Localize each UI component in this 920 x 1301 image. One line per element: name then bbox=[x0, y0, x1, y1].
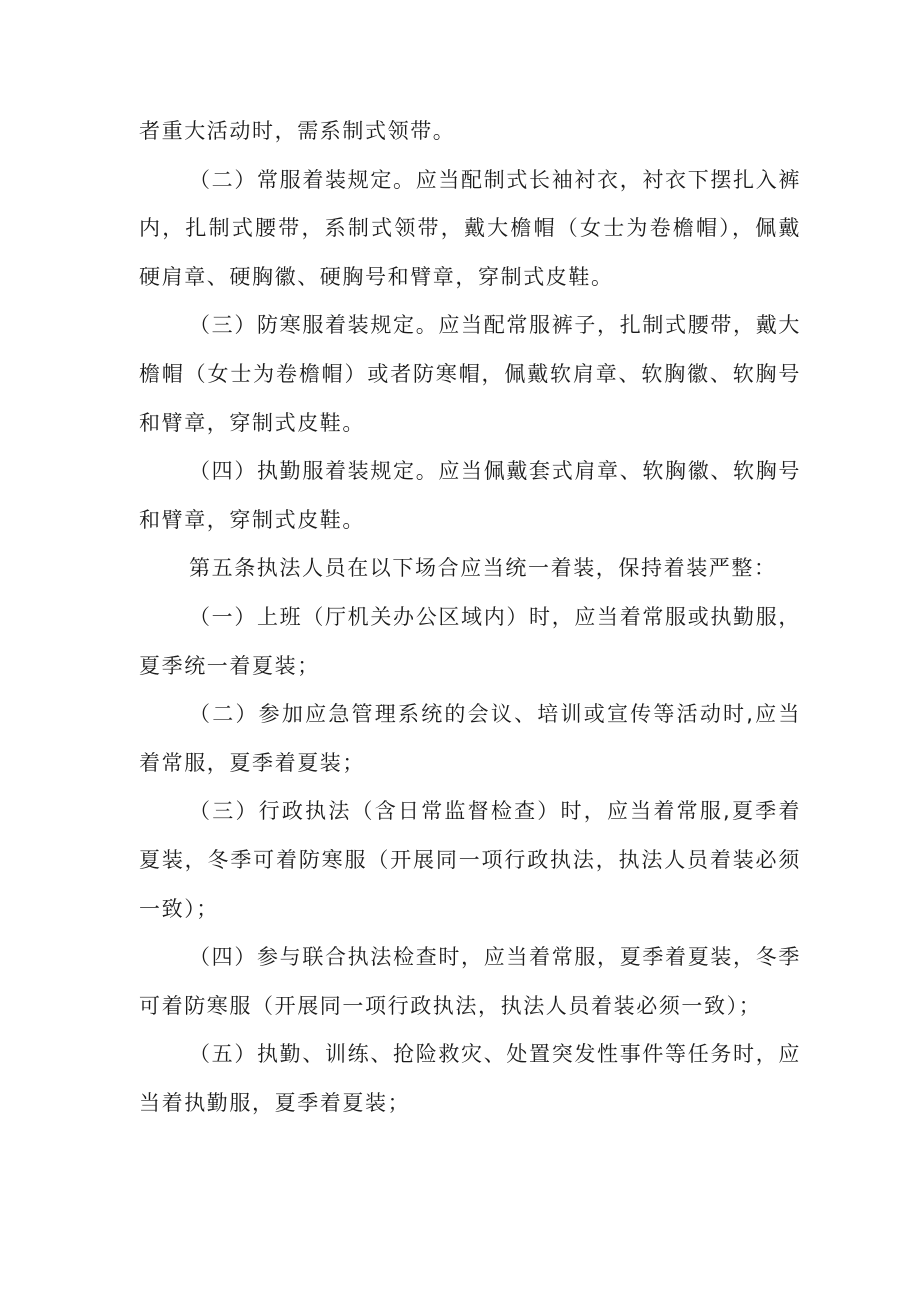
paragraph-item-one: （一）上班（厅机关办公区域内）时，应当着常服或执勤服，夏季统一着夏装； bbox=[139, 604, 801, 678]
paragraph-winter-uniform-rules: （三）防寒服着装规定。应当配常服裤子，扎制式腰带，戴大檐帽（女士为卷檐帽）或者防寒帽，佩戴软肩章、软胸徽、软胸号和臂章，穿制式皮鞋。 bbox=[139, 313, 801, 435]
paragraph-item-five: （五）执勤、训练、抢险救灾、处置突发性事件等任务时，应当着执勤服，夏季着夏装； bbox=[139, 1042, 801, 1115]
paragraph-item-three: （三）行政执法（含日常监督检查）时，应当着常服,夏季着夏装，冬季可着防寒服（开展同一项行政执法，执法人员着装必须一致）； bbox=[139, 799, 801, 921]
paragraph-duty-uniform-rules: （四）执勤服着装规定。应当佩戴套式肩章、软胸徽、软胸号和臂章，穿制式皮鞋。 bbox=[139, 459, 801, 532]
paragraph-continuation: 者重大活动时，需系制式领带。 bbox=[139, 119, 456, 143]
paragraph-regular-uniform-rules: （二）常服着装规定。应当配制式长袖衬衣，衬衣下摆扎入裤内，扎制式腰带，系制式领带，戴大檐帽（女士为卷檐帽），佩戴硬肩章、硬胸徽、硬胸号和臂章，穿制式皮鞋。 bbox=[139, 167, 801, 289]
paragraph-item-two: （二）参加应急管理系统的会议、培训或宣传等活动时,应当着常服，夏季着夏装； bbox=[139, 702, 801, 775]
paragraph-article-five: 第五条执法人员在以下场合应当统一着装，保持着装严整： bbox=[189, 556, 777, 581]
document-body bbox=[139, 107, 801, 1127]
paragraph-item-four: （四）参与联合执法检查时，应当着常服，夏季着夏装，冬季可着防寒服（开展同一项行政执法，执法人员着装必须一致）； bbox=[139, 945, 801, 1018]
